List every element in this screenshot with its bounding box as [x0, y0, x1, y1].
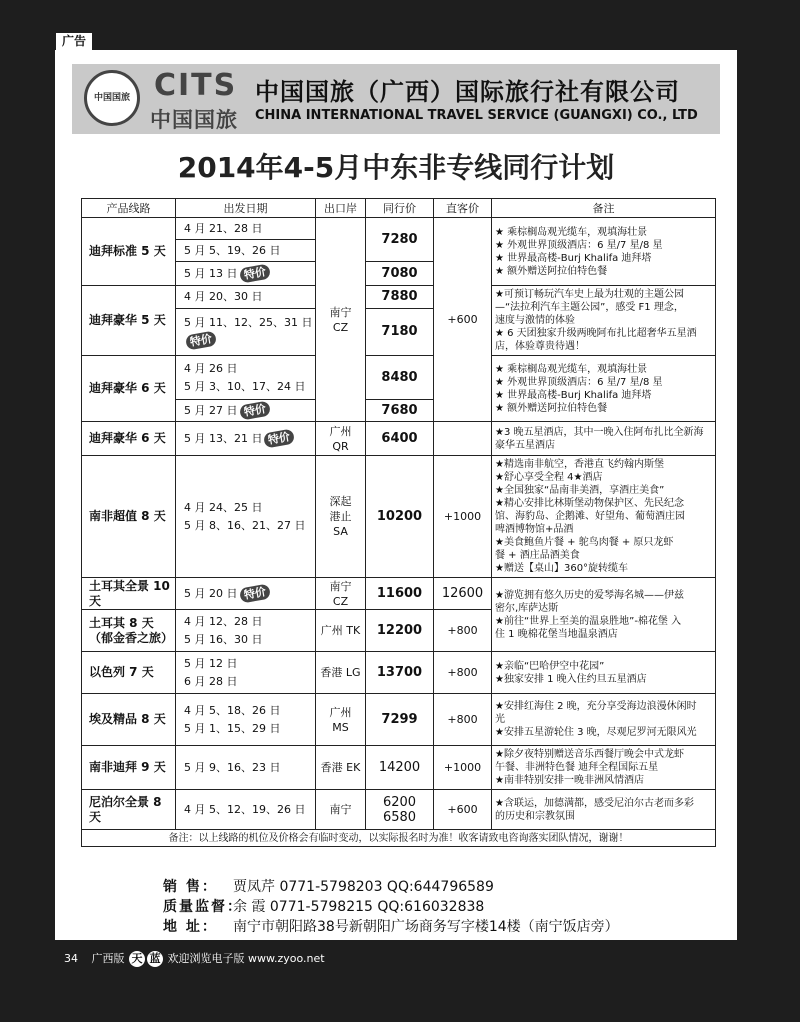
port-code: SA — [333, 525, 348, 538]
port — [316, 422, 366, 456]
contact-value: 南宁市朝阳路38号新朝阳广场商务写字楼14楼（南宁饭店旁） — [233, 919, 619, 935]
remark-row — [82, 830, 716, 847]
date-text: 5 月 11、12、25、31 日 — [184, 315, 313, 329]
brand-name-cn: 中国国旅 — [150, 108, 238, 132]
direct-price: +800 — [434, 694, 492, 746]
page-title: 2014年4-5月中东非专线同行计划 — [177, 151, 615, 184]
peer-price: 6400 — [366, 422, 434, 456]
date — [176, 400, 316, 422]
date-text: 5 月 13、21 日 — [184, 431, 263, 445]
peer-price — [366, 790, 434, 830]
peer-price: 10200 — [366, 456, 434, 578]
product-name: 迪拜豪华 6 天 — [82, 356, 176, 422]
note-line: 速度与激情的体验 — [495, 315, 575, 326]
note-line: ★精心安排比林斯堡动物保护区、先民纪念 — [495, 498, 684, 509]
peer-price: 12200 — [366, 610, 434, 652]
peer-price: 7299 — [366, 694, 434, 746]
price-value: 6580 — [382, 809, 417, 825]
table-row — [82, 218, 716, 240]
note-line: 光 — [495, 714, 505, 725]
date-text: 5 月 1、15、29 日 — [184, 721, 281, 735]
note-line: ★可预订畅玩汽车史上最为壮观的主题公园 — [495, 289, 684, 300]
contact-value: 贾凤芹 0771-5798203 QQ:644796589 — [233, 879, 494, 895]
date-text: 5 月 3、10、17、24 日 — [184, 379, 306, 393]
ad-sheet — [55, 50, 737, 940]
note-line: ★精选南非航空，香港直飞约翰内斯堡 — [495, 459, 664, 470]
date — [176, 578, 316, 610]
port-city: 广州 — [329, 424, 352, 438]
note-line: ★ 6 天团独家升级两晚阿布扎比超奢华五星酒 — [495, 328, 697, 339]
product-name — [82, 610, 176, 652]
port — [316, 456, 366, 578]
notes — [492, 456, 716, 578]
peer-price: 7080 — [366, 262, 434, 286]
product-name: 南非超值 8 天 — [82, 456, 176, 578]
tour-table — [81, 198, 716, 847]
col-header: 同行价 — [366, 199, 434, 218]
col-header: 备注 — [492, 199, 716, 218]
table-row — [82, 286, 716, 309]
product-name: 南非迪拜 9 天 — [82, 746, 176, 790]
port-city: 南宁 — [329, 579, 352, 593]
notes — [492, 218, 716, 286]
special-price-badge: 特价 — [238, 263, 270, 283]
notes — [492, 578, 716, 652]
note-line: 住 1 晚棉花堡当地温泉酒店 — [495, 628, 618, 640]
note-line: ★舒心享受全程 4★酒店 — [495, 472, 603, 483]
table-row — [82, 746, 716, 790]
note-line: ★ 额外赠送阿拉伯特色餐 — [495, 402, 608, 414]
notes — [492, 356, 716, 422]
contact-value: 余 霞 0771-5798215 QQ:616032838 — [233, 899, 485, 915]
port-code: CZ — [332, 320, 349, 334]
port: 广州 TK — [316, 610, 366, 652]
direct-price — [434, 422, 492, 456]
company-name-cn: 中国国旅（广西）国际旅行社有限公司 — [255, 78, 680, 106]
port — [316, 694, 366, 746]
product-title: 土耳其 8 天 — [89, 615, 154, 630]
table-row — [82, 456, 716, 578]
company-name-en: CHINA INTERNATIONAL TRAVEL SERVICE (GUANGXI) CO., LTD — [255, 108, 698, 123]
edition-label: 广西版 — [91, 952, 125, 965]
header-banner — [72, 64, 720, 134]
table-row — [82, 356, 716, 400]
note-line: ★ 乘棕榈岛观光缆车，观填海壮景 — [495, 363, 648, 375]
date: 4 月 21、28 日 — [176, 218, 316, 240]
direct-price: +600 — [434, 790, 492, 830]
brand-name: CITS — [154, 68, 238, 103]
product-name: 尼泊尔全景 8 天 — [82, 790, 176, 830]
date — [176, 356, 316, 400]
notes — [492, 746, 716, 790]
note-line: ★ 世界最高楼-Burj Khalifa 迪拜塔 — [495, 389, 652, 401]
table-header-row — [82, 199, 716, 218]
date: 4 月 5、12、19、26 日 — [176, 790, 316, 830]
date — [176, 262, 316, 286]
note-line: 啤酒博物馆+品酒 — [495, 524, 574, 535]
port — [316, 218, 366, 422]
date-text: 5 月 8、16、21、27 日 — [184, 518, 306, 532]
direct-price: +800 — [434, 652, 492, 694]
table-row — [82, 652, 716, 694]
note-line: 午餐、非洲特色餐 迪拜全程国际五星 — [495, 762, 659, 773]
direct-price: 12600 — [434, 578, 492, 610]
product-name: 迪拜标准 5 天 — [82, 218, 176, 286]
date-text: 5 月 13 日 — [184, 266, 238, 280]
peer-price: 14200 — [366, 746, 434, 790]
date: 4 月 20、30 日 — [176, 286, 316, 309]
date — [176, 456, 316, 578]
notes — [492, 790, 716, 830]
port-city: 广州 — [329, 705, 352, 719]
note-line: ★全国独家“品南非美酒，享酒庄美食” — [495, 485, 665, 496]
col-header: 出发日期 — [176, 199, 316, 218]
special-price-badge: 特价 — [185, 330, 217, 350]
note-line: ★南非特别安排一晚非洲风情酒店 — [495, 775, 644, 786]
direct-price: +1000 — [434, 746, 492, 790]
peer-price: 7880 — [366, 286, 434, 309]
date — [176, 308, 316, 355]
date — [176, 694, 316, 746]
contact-sales — [163, 876, 494, 896]
ad-tag: 广告 — [56, 33, 92, 50]
notes — [492, 422, 716, 456]
date-text: 4 月 12、28 日 — [184, 614, 263, 628]
page-number: 34 — [64, 952, 78, 965]
peer-price: 8480 — [366, 356, 434, 400]
remark: 备注：以上线路的机位及价格会有临时变动，以实际报名时为准！收客请致电咨询落实团队情况，谢谢！ — [82, 830, 716, 847]
notes — [492, 652, 716, 694]
peer-price: 7680 — [366, 400, 434, 422]
page-footer — [64, 950, 325, 967]
note-line: 餐 + 酒庄品酒美食 — [495, 550, 580, 561]
product-subtitle: （郁金香之旅） — [89, 630, 174, 645]
note-line: ★ 额外赠送阿拉伯特色餐 — [495, 265, 608, 277]
port: 南宁 — [316, 790, 366, 830]
contact-label: 质量监督： — [163, 899, 243, 915]
note-line: ★含联运，加德满都，感受尼泊尔古老而多彩 — [495, 797, 694, 809]
note-line: 店，体验尊贵待遇！ — [495, 341, 585, 352]
table-row — [82, 422, 716, 456]
note-line: ★ 外观世界顶级酒店：6 星/7 星/8 星 — [495, 376, 663, 388]
port-city: 港止 — [329, 510, 352, 523]
product-name: 埃及精品 8 天 — [82, 694, 176, 746]
note-line: ★ 外观世界顶级酒店：6 星/7 星/8 星 — [495, 239, 663, 251]
date: 5 月 9、16、23 日 — [176, 746, 316, 790]
date-text: 5 月 16、30 日 — [184, 632, 263, 646]
peer-price: 7280 — [366, 218, 434, 262]
date-text: 4 月 26 日 — [184, 361, 238, 375]
product-name: 迪拜豪华 5 天 — [82, 286, 176, 356]
contact-address — [163, 916, 619, 936]
note-line: ★ 世界最高楼-Burj Khalifa 迪拜塔 — [495, 252, 652, 264]
port — [316, 578, 366, 610]
tianlan-logo-icon: 蓝 — [147, 951, 163, 967]
tianlan-logo-icon: 天 — [129, 951, 145, 967]
product-name: 土耳其全景 10 天 — [82, 578, 176, 610]
note-line: ★赠送【桌山】360°旋转缆车 — [495, 563, 629, 574]
product-name: 以色列 7 天 — [82, 652, 176, 694]
contact-quality — [163, 896, 484, 916]
website[interactable]: 欢迎浏览电子版 www.zyoo.net — [167, 952, 325, 965]
note-line: 馆、海豹岛、企鹅滩、好望角、葡萄酒庄园 — [495, 511, 685, 522]
direct-price: +800 — [434, 610, 492, 652]
table-row — [82, 578, 716, 610]
table-row — [82, 790, 716, 830]
col-header: 直客价 — [434, 199, 492, 218]
date-text: 5 月 27 日 — [184, 403, 238, 417]
port: 香港 EK — [316, 746, 366, 790]
date-text: 4 月 24、25 日 — [184, 500, 263, 514]
note-line: 的历史和宗教氛围 — [495, 810, 575, 822]
note-line: ★安排五星游轮住 3 晚，尽观尼罗河无限风光 — [495, 727, 697, 738]
direct-price: +1000 — [434, 456, 492, 578]
cits-logo-icon: 中国国旅 — [84, 70, 140, 126]
note-line: 豪华五星酒店 — [495, 439, 555, 451]
contact-label: 地 址： — [163, 919, 218, 935]
col-header: 产品线路 — [82, 199, 176, 218]
date-text: 6 月 28 日 — [184, 674, 238, 688]
date — [176, 422, 316, 456]
note-line: 密尔,库萨达斯 — [495, 602, 559, 614]
note-line: ★美食鲍鱼片餐 + 鸵鸟肉餐 + 原只龙虾 — [495, 537, 674, 548]
peer-price: 13700 — [366, 652, 434, 694]
port-code: CZ — [332, 594, 349, 608]
note-line: ★亲临“巴哈伊空中花园” — [495, 660, 605, 672]
col-header: 出口岸 — [316, 199, 366, 218]
special-price-badge: 特价 — [238, 400, 270, 420]
product-name: 迪拜豪华 6 天 — [82, 422, 176, 456]
date — [176, 610, 316, 652]
date: 5 月 5、19、26 日 — [176, 240, 316, 262]
peer-price: 11600 — [366, 578, 434, 610]
date — [176, 652, 316, 694]
direct-price: +600 — [434, 218, 492, 422]
note-line: ★除夕夜特别赠送音乐西餐厅晚会中式龙虾 — [495, 749, 684, 760]
notes — [492, 286, 716, 356]
port: 香港 LG — [316, 652, 366, 694]
price-value: 6200 — [382, 794, 417, 810]
special-price-badge: 特价 — [238, 583, 270, 603]
note-line: ★3 晚五星酒店，其中一晚入住阿布扎比全新海 — [495, 426, 704, 438]
note-line: ★游览拥有悠久历史的爱琴海名城——伊兹 — [495, 589, 684, 601]
table-row — [82, 694, 716, 746]
port-code: MS — [332, 720, 349, 734]
notes — [492, 694, 716, 746]
peer-price: 7180 — [366, 308, 434, 355]
note-line: ★独家安排 1 晚入住约旦五星酒店 — [495, 673, 647, 685]
note-line: ★前往“世界上至美的温泉胜地”-棉花堡 入 — [495, 615, 682, 627]
date-text: 5 月 20 日 — [184, 586, 238, 600]
port-city: 南宁 — [329, 305, 352, 319]
port-code: QR — [332, 439, 349, 453]
date-text: 5 月 12 日 — [184, 656, 238, 670]
special-price-badge: 特价 — [263, 428, 295, 448]
contact-label: 销 售： — [163, 879, 218, 895]
date-text: 4 月 5、18、26 日 — [184, 703, 281, 717]
note-line: ★ 乘棕榈岛观光缆车，观填海壮景 — [495, 226, 648, 238]
note-line: —“法拉利汽车主题公园”，感受 F1 理念， — [495, 302, 684, 313]
port-city: 深起 — [329, 495, 352, 508]
note-line: ★安排红海住 2 晚，充分享受海边浪漫休闲时 — [495, 701, 697, 712]
